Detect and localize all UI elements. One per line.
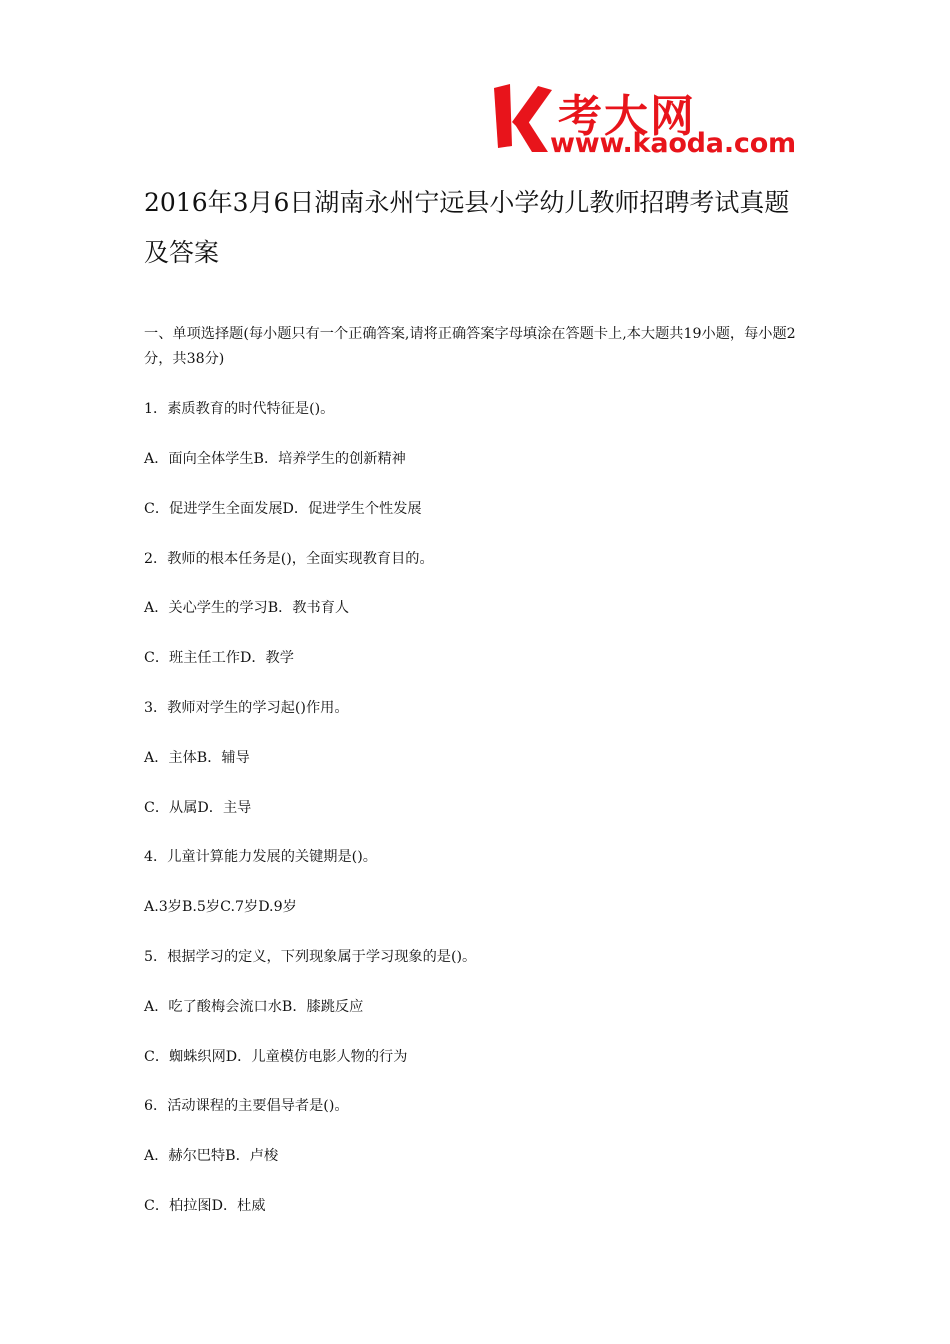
- logo-chinese-text: 考大网: [558, 91, 696, 142]
- logo-url-text: www.kaoda.com: [550, 128, 796, 159]
- question-5: 5．根据学习的定义，下列现象属于学习现象的是()。: [144, 949, 477, 965]
- document-title: 2016年3月6日湖南永州宁远县小学幼儿教师招聘考试真题及答案: [144, 188, 790, 267]
- question-4: 4．儿童计算能力发展的关键期是()。: [144, 849, 377, 865]
- question-1-options-cd: C．促进学生全面发展D．促进学生个性发展: [144, 501, 422, 517]
- question-1-options-ab: A．面向全体学生B．培养学生的创新精神: [144, 451, 406, 467]
- question-3-options-cd: C．从属D．主导: [144, 800, 252, 816]
- kaoda-logo: [492, 82, 810, 158]
- section-instructions: 一、单项选择题(每小题只有一个正确答案,请将正确答案字母填涂在答题卡上,本大题共19小题，每小题2分，共38分): [144, 326, 796, 367]
- question-5-options-ab: A．吃了酸梅会流口水B．膝跳反应: [144, 999, 364, 1015]
- question-2-options-cd: C．班主任工作D．教学: [144, 650, 294, 666]
- question-2: 2．教师的根本任务是()，全面实现教育目的。: [144, 551, 434, 567]
- question-2-options-ab: A．关心学生的学习B．教书育人: [144, 600, 350, 616]
- question-6-options-cd: C．柏拉图D．杜威: [144, 1198, 266, 1214]
- question-1: 1．素质教育的时代特征是()。: [144, 401, 335, 417]
- question-6-options-ab: A．赫尔巴特B．卢梭: [144, 1148, 279, 1164]
- question-6: 6．活动课程的主要倡导者是()。: [144, 1098, 349, 1114]
- k-logo-icon: [492, 82, 554, 154]
- question-4-options: A.3岁B.5岁C.7岁D.9岁: [144, 899, 297, 915]
- question-5-options-cd: C．蜘蛛织网D．儿童模仿电影人物的行为: [144, 1049, 408, 1065]
- question-3-options-ab: A．主体B．辅导: [144, 750, 250, 766]
- question-3: 3．教师对学生的学习起()作用。: [144, 700, 349, 716]
